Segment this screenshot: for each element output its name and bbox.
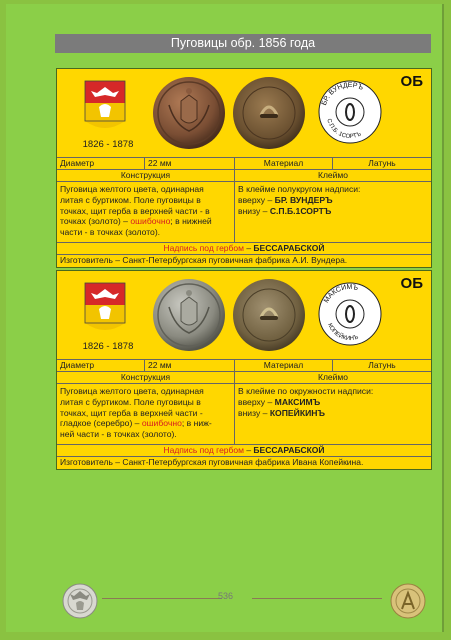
maker-stamp-image (317, 79, 383, 145)
material-label: Материал (235, 158, 333, 169)
inscription-text: Надпись под гербом – БЕССАРАБСКОЙ (163, 243, 325, 253)
mark-label: Клеймо (318, 170, 348, 180)
header-row (57, 169, 431, 181)
page-title: Пуговицы обр. 1856 года (55, 34, 431, 53)
left-medal-icon (62, 583, 98, 619)
material-value: Латунь (368, 158, 396, 168)
svg-text:КОПЕЙКИНЪ: КОПЕЙКИНЪ (326, 322, 360, 343)
construction-text: Пуговица желтого цвета, одинарная литая с буртиком. Поле пуговицы в точках, щит герба в верхней части - гладкое (серебро) – ошибочно; в ниж- ней части - в точках (золото). (57, 384, 235, 444)
maker-text: Изготовитель – Санкт-Петербургская пуговичная фабрика Ивана Копейкина. (60, 457, 364, 467)
mark-text: В клейме по окружности надписи: вверху – МАКСИМЪ внизу – КОПЕЙКИНЪ (238, 386, 374, 418)
construction-label: Конструкция (57, 170, 235, 181)
spec-row (57, 157, 431, 169)
page-number: 536 (217, 591, 234, 601)
details-row (57, 181, 431, 242)
maker-stamp-image (317, 281, 383, 347)
material-value: Латунь (368, 360, 396, 370)
image-row (57, 69, 431, 157)
years-label: 1826 - 1878 (82, 341, 134, 352)
header-row (57, 371, 431, 383)
inscription-row (57, 444, 431, 456)
right-medal-icon (390, 583, 426, 619)
badge-ob: ОБ (400, 73, 423, 90)
button-back-image (231, 75, 307, 151)
coat-of-arms-icon (83, 281, 127, 333)
maker-row (57, 254, 431, 266)
diameter-value: 22 мм (145, 158, 235, 169)
badge-ob: ОБ (400, 275, 423, 292)
inscription-text: Надпись под гербом – БЕССАРАБСКОЙ (163, 445, 325, 455)
button-card (56, 68, 432, 268)
details-row (57, 383, 431, 444)
inscription-row (57, 242, 431, 254)
button-card (56, 270, 432, 470)
button-front-image (151, 277, 227, 353)
button-front-image (151, 75, 227, 151)
construction-label: Конструкция (57, 372, 235, 383)
maker-row (57, 456, 431, 468)
footer-divider-right (252, 598, 382, 599)
material-label: Материал (235, 360, 333, 371)
construction-text: Пуговица желтого цвета, одинарная литая с буртиком. Поле пуговицы в точках, щит герба в верхней части - в точках (золото) – ошибочно; в нижней части - в точках (золото). (57, 182, 235, 242)
svg-text:С.П.Б. 1СОРТЪ: С.П.Б. 1СОРТЪ (325, 118, 363, 141)
spec-row (57, 359, 431, 371)
svg-text:БР. ВУНДЕРЪ: БР. ВУНДЕРЪ (320, 81, 365, 107)
diameter-value: 22 мм (145, 360, 235, 371)
coat-of-arms-icon (83, 79, 127, 131)
mark-label: Клеймо (318, 372, 348, 382)
image-row (57, 271, 431, 359)
diameter-label: Диаметр (57, 360, 145, 371)
years-label: 1826 - 1878 (82, 139, 134, 150)
maker-text: Изготовитель – Санкт-Петербургская пуговичная фабрика А.И. Вундера. (60, 255, 348, 265)
button-back-image (231, 277, 307, 353)
mark-text: В клейме полукругом надписи: вверху – БР. ВУНДЕРЪ внизу – С.П.Б.1СОРТЪ (238, 184, 361, 216)
diameter-label: Диаметр (57, 158, 145, 169)
svg-text:МАКСИМЪ: МАКСИМЪ (322, 283, 359, 305)
